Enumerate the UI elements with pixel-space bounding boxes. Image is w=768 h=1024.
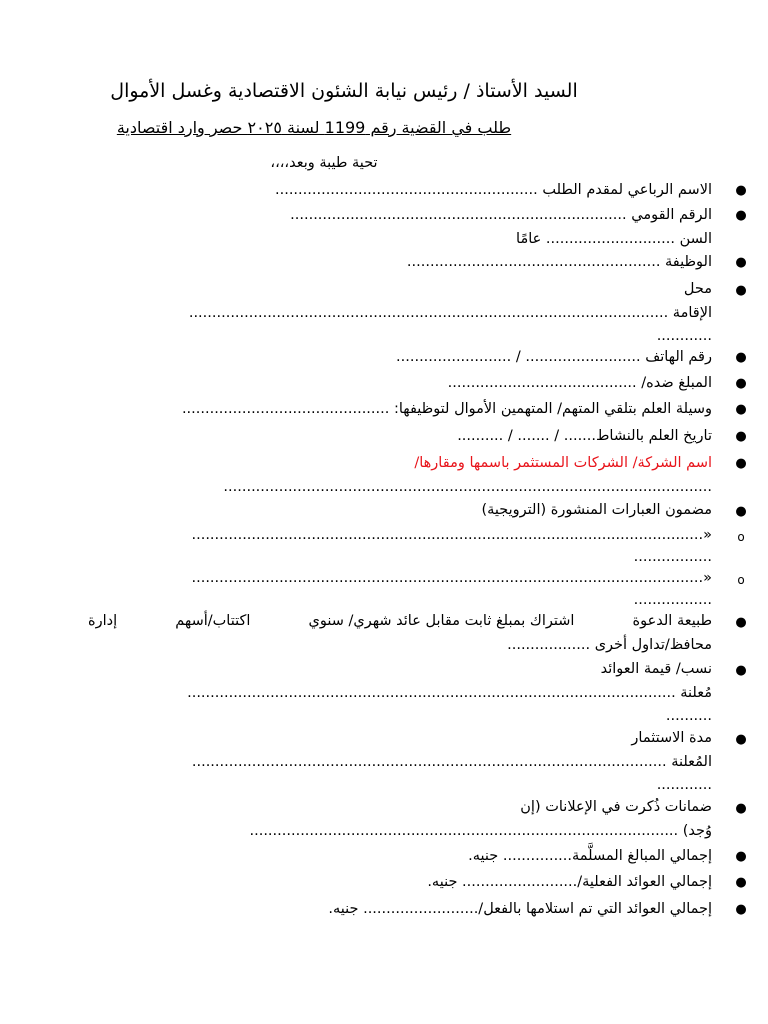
request-subtitle: طلب في القضية رقم 1199 لسنة ٢٠٢٥ حصر وارد اقتصادية: [116, 118, 512, 137]
field-full-name: الاسم الرباعي لمقدم الطلب .........................................................: [275, 182, 712, 198]
greeting: تحية طيبة وبعد،،،،: [270, 155, 378, 171]
bullet-icon: ●: [735, 615, 747, 630]
field-returns-line: مُعلنة ..........................................................................................................: [187, 685, 712, 701]
bullet-icon: ●: [735, 255, 747, 270]
field-invite-nature-line2: محافظ/تداول أخرى ..................: [507, 637, 712, 653]
field-company-line: ..........................................................................................................: [223, 479, 712, 495]
page-title: السيد الأستاذ / رئيس نيابة الشئون الاقتصادية وغسل الأموال: [110, 80, 578, 102]
field-investment-label: مدة الاستثمار: [631, 730, 712, 746]
bullet-icon: ●: [735, 902, 747, 917]
field-company-name: اسم الشركة/ الشركات المستثمر باسمها ومقارها/: [414, 455, 712, 471]
bullet-icon: ●: [735, 402, 747, 417]
invite-nature-label: طبيعة الدعوة: [632, 613, 712, 629]
bullet-icon: ●: [735, 849, 747, 864]
field-investment-tail: ............: [656, 777, 712, 793]
field-age: السن ............................ عامًا: [516, 231, 712, 247]
field-amount-against: المبلغ ضده/ .........................................: [447, 375, 712, 391]
field-invite-nature: [88, 610, 712, 632]
field-returns-tail: ..........: [665, 708, 712, 724]
invite-option-subscription: اشتراك بمبلغ ثابت مقابل عائد شهري/ سنوي: [308, 613, 575, 629]
invite-option-shares: اكتتاب/أسهم: [175, 613, 251, 629]
field-activity-date: تاريخ العلم بالنشاط....... / ....... / ..........: [457, 428, 712, 444]
field-knowledge-means: وسيلة العلم بتلقي المتهم/ المتهمين الأموال لتوظيفها: .............................................: [181, 401, 712, 417]
bullet-icon: ●: [735, 208, 747, 223]
field-promo-item-2: «...............................................................................................................: [191, 570, 712, 586]
bullet-icon: ●: [735, 283, 747, 298]
field-investment-line: المُعلنة .......................................................................................................: [191, 754, 712, 770]
field-returns-label: نسب/ قيمة العوائد: [600, 661, 712, 677]
bullet-icon: ●: [735, 875, 747, 890]
invite-option-management: إدارة: [88, 613, 118, 629]
sub-bullet-icon: o: [737, 573, 745, 587]
bullet-icon: ●: [735, 504, 747, 519]
field-promo-item-2-tail: .................: [633, 592, 712, 608]
field-promo-content: مضمون العبارات المنشورة (الترويجية): [481, 502, 712, 518]
field-national-id: الرقم القومي .........................................................................: [290, 207, 712, 223]
field-residence-label: محل: [683, 281, 712, 297]
bullet-icon: ●: [735, 732, 747, 747]
bullet-icon: ●: [735, 350, 747, 365]
bullet-icon: ●: [735, 429, 747, 444]
bullet-icon: ●: [735, 376, 747, 391]
field-promo-item-1-tail: .................: [633, 549, 712, 565]
bullet-icon: ●: [735, 663, 747, 678]
field-phone: رقم الهاتف ......................... / .........................: [396, 349, 712, 365]
field-total-received: إجمالي العوائد التي تم استلامها بالفعل/......................... جنيه.: [328, 901, 712, 917]
field-residence-tail: ............: [656, 328, 712, 344]
field-job: الوظيفة .......................................................: [406, 254, 712, 270]
bullet-icon: ●: [735, 801, 747, 816]
field-promo-item-1: «...............................................................................................................: [191, 527, 712, 543]
field-guarantees-label: ضمانات ذُكرت في الإعلانات (إن: [520, 799, 712, 815]
field-residence-line: الإقامة ........................................................................................................: [188, 305, 712, 321]
field-total-actual: إجمالي العوائد الفعلية/......................... جنيه.: [427, 874, 712, 890]
field-total-paid: إجمالي المبالغ المسلَّمة............... جنيه.: [468, 848, 712, 864]
sub-bullet-icon: o: [737, 530, 745, 544]
bullet-icon: ●: [735, 456, 747, 471]
field-guarantees-line: وُجد) .............................................................................................: [249, 823, 712, 839]
bullet-icon: ●: [735, 183, 747, 198]
